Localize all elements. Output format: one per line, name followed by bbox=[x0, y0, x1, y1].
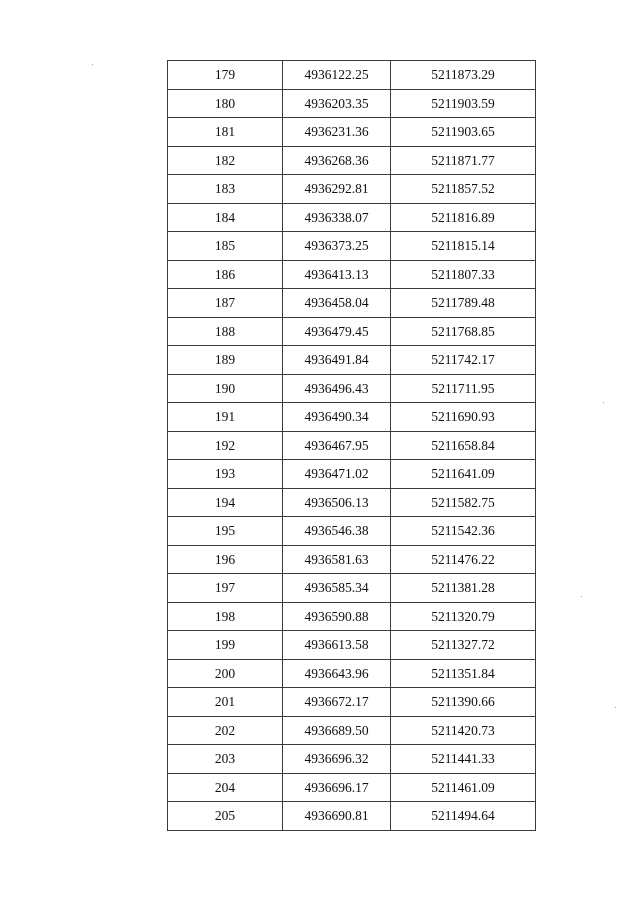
point-number-cell: 196 bbox=[168, 545, 283, 574]
point-number-cell: 183 bbox=[168, 175, 283, 204]
point-number-cell: 191 bbox=[168, 403, 283, 432]
y-coordinate-cell: 5211807.33 bbox=[391, 260, 536, 289]
x-coordinate-cell: 4936546.38 bbox=[283, 517, 391, 546]
x-coordinate-cell: 4936506.13 bbox=[283, 488, 391, 517]
table-row bbox=[168, 232, 536, 261]
point-number-cell: 189 bbox=[168, 346, 283, 375]
point-number-cell: 203 bbox=[168, 745, 283, 774]
point-number-cell: 185 bbox=[168, 232, 283, 261]
point-number-cell: 181 bbox=[168, 118, 283, 147]
table-row bbox=[168, 745, 536, 774]
scan-speck bbox=[581, 596, 582, 597]
point-number-cell: 202 bbox=[168, 716, 283, 745]
x-coordinate-cell: 4936643.96 bbox=[283, 659, 391, 688]
y-coordinate-cell: 5211390.66 bbox=[391, 688, 536, 717]
scan-speck bbox=[603, 402, 604, 403]
point-number-cell: 205 bbox=[168, 802, 283, 831]
y-coordinate-cell: 5211658.84 bbox=[391, 431, 536, 460]
table-row bbox=[168, 545, 536, 574]
point-number-cell: 200 bbox=[168, 659, 283, 688]
x-coordinate-cell: 4936585.34 bbox=[283, 574, 391, 603]
table-row bbox=[168, 460, 536, 489]
table-row bbox=[168, 118, 536, 147]
table-row bbox=[168, 203, 536, 232]
x-coordinate-cell: 4936696.17 bbox=[283, 773, 391, 802]
table-row bbox=[168, 488, 536, 517]
point-number-cell: 198 bbox=[168, 602, 283, 631]
table-row bbox=[168, 317, 536, 346]
coordinate-table bbox=[167, 60, 536, 831]
y-coordinate-cell: 5211815.14 bbox=[391, 232, 536, 261]
y-coordinate-cell: 5211320.79 bbox=[391, 602, 536, 631]
point-number-cell: 199 bbox=[168, 631, 283, 660]
x-coordinate-cell: 4936672.17 bbox=[283, 688, 391, 717]
point-number-cell: 201 bbox=[168, 688, 283, 717]
point-number-cell: 195 bbox=[168, 517, 283, 546]
x-coordinate-cell: 4936590.88 bbox=[283, 602, 391, 631]
point-number-cell: 180 bbox=[168, 89, 283, 118]
table-row bbox=[168, 773, 536, 802]
point-number-cell: 193 bbox=[168, 460, 283, 489]
x-coordinate-cell: 4936338.07 bbox=[283, 203, 391, 232]
y-coordinate-cell: 5211690.93 bbox=[391, 403, 536, 432]
table-row bbox=[168, 403, 536, 432]
x-coordinate-cell: 4936231.36 bbox=[283, 118, 391, 147]
y-coordinate-cell: 5211641.09 bbox=[391, 460, 536, 489]
y-coordinate-cell: 5211381.28 bbox=[391, 574, 536, 603]
table-row bbox=[168, 517, 536, 546]
point-number-cell: 179 bbox=[168, 61, 283, 90]
table-row bbox=[168, 716, 536, 745]
y-coordinate-cell: 5211461.09 bbox=[391, 773, 536, 802]
y-coordinate-cell: 5211789.48 bbox=[391, 289, 536, 318]
x-coordinate-cell: 4936613.58 bbox=[283, 631, 391, 660]
y-coordinate-cell: 5211903.65 bbox=[391, 118, 536, 147]
y-coordinate-cell: 5211494.64 bbox=[391, 802, 536, 831]
y-coordinate-cell: 5211857.52 bbox=[391, 175, 536, 204]
table-row bbox=[168, 631, 536, 660]
x-coordinate-cell: 4936490.34 bbox=[283, 403, 391, 432]
x-coordinate-cell: 4936458.04 bbox=[283, 289, 391, 318]
table-row bbox=[168, 61, 536, 90]
table-row bbox=[168, 574, 536, 603]
table-row bbox=[168, 374, 536, 403]
x-coordinate-cell: 4936471.02 bbox=[283, 460, 391, 489]
y-coordinate-cell: 5211441.33 bbox=[391, 745, 536, 774]
point-number-cell: 204 bbox=[168, 773, 283, 802]
scan-speck bbox=[92, 64, 93, 65]
table-row bbox=[168, 289, 536, 318]
y-coordinate-cell: 5211903.59 bbox=[391, 89, 536, 118]
point-number-cell: 188 bbox=[168, 317, 283, 346]
table-row bbox=[168, 431, 536, 460]
y-coordinate-cell: 5211768.85 bbox=[391, 317, 536, 346]
x-coordinate-cell: 4936467.95 bbox=[283, 431, 391, 460]
point-number-cell: 187 bbox=[168, 289, 283, 318]
x-coordinate-cell: 4936689.50 bbox=[283, 716, 391, 745]
y-coordinate-cell: 5211351.84 bbox=[391, 659, 536, 688]
x-coordinate-cell: 4936496.43 bbox=[283, 374, 391, 403]
table-row bbox=[168, 346, 536, 375]
y-coordinate-cell: 5211476.22 bbox=[391, 545, 536, 574]
x-coordinate-cell: 4936413.13 bbox=[283, 260, 391, 289]
x-coordinate-cell: 4936581.63 bbox=[283, 545, 391, 574]
x-coordinate-cell: 4936479.45 bbox=[283, 317, 391, 346]
y-coordinate-cell: 5211816.89 bbox=[391, 203, 536, 232]
y-coordinate-cell: 5211711.95 bbox=[391, 374, 536, 403]
table-row bbox=[168, 802, 536, 831]
x-coordinate-cell: 4936203.35 bbox=[283, 89, 391, 118]
table-row bbox=[168, 659, 536, 688]
y-coordinate-cell: 5211542.36 bbox=[391, 517, 536, 546]
point-number-cell: 182 bbox=[168, 146, 283, 175]
x-coordinate-cell: 4936690.81 bbox=[283, 802, 391, 831]
y-coordinate-cell: 5211582.75 bbox=[391, 488, 536, 517]
x-coordinate-cell: 4936292.81 bbox=[283, 175, 391, 204]
x-coordinate-cell: 4936268.36 bbox=[283, 146, 391, 175]
point-number-cell: 186 bbox=[168, 260, 283, 289]
table-row bbox=[168, 688, 536, 717]
point-number-cell: 190 bbox=[168, 374, 283, 403]
scan-speck bbox=[615, 707, 616, 708]
point-number-cell: 184 bbox=[168, 203, 283, 232]
table-row bbox=[168, 260, 536, 289]
table-row bbox=[168, 146, 536, 175]
y-coordinate-cell: 5211871.77 bbox=[391, 146, 536, 175]
coordinate-table-body bbox=[168, 61, 536, 831]
point-number-cell: 192 bbox=[168, 431, 283, 460]
point-number-cell: 194 bbox=[168, 488, 283, 517]
table-row bbox=[168, 175, 536, 204]
y-coordinate-cell: 5211742.17 bbox=[391, 346, 536, 375]
table-row bbox=[168, 602, 536, 631]
y-coordinate-cell: 5211873.29 bbox=[391, 61, 536, 90]
x-coordinate-cell: 4936373.25 bbox=[283, 232, 391, 261]
x-coordinate-cell: 4936696.32 bbox=[283, 745, 391, 774]
y-coordinate-cell: 5211420.73 bbox=[391, 716, 536, 745]
x-coordinate-cell: 4936122.25 bbox=[283, 61, 391, 90]
y-coordinate-cell: 5211327.72 bbox=[391, 631, 536, 660]
table-row bbox=[168, 89, 536, 118]
x-coordinate-cell: 4936491.84 bbox=[283, 346, 391, 375]
point-number-cell: 197 bbox=[168, 574, 283, 603]
